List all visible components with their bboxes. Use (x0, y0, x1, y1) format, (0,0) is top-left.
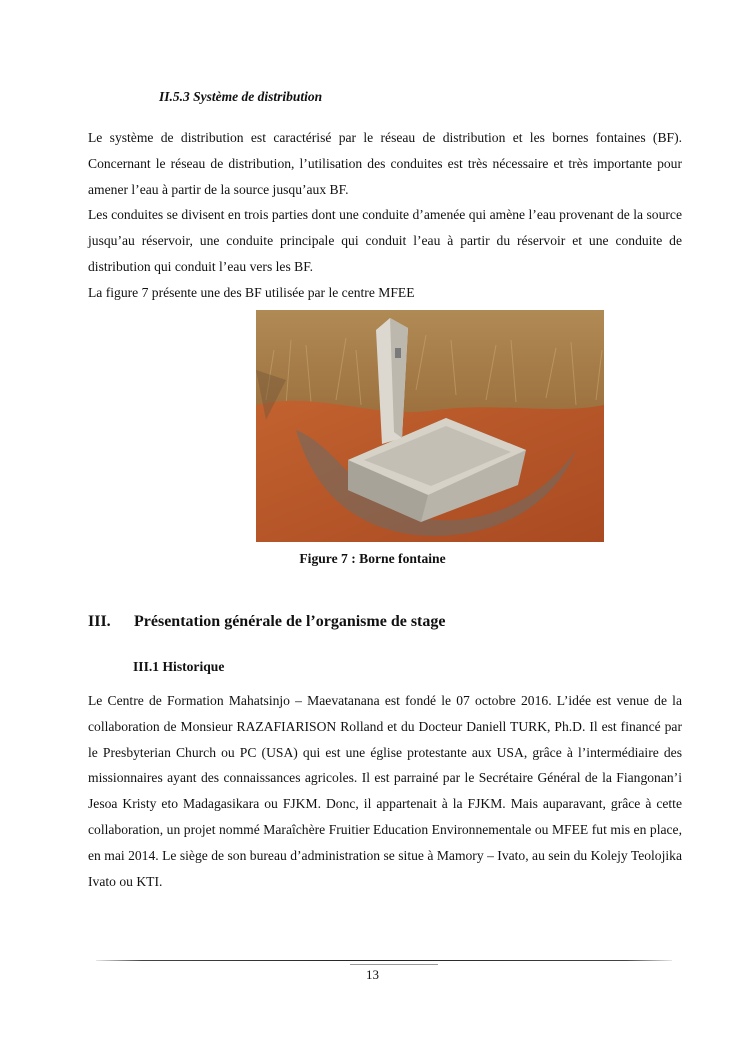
subsection-body (88, 688, 682, 894)
subsection-heading: III.1 Historique (133, 659, 225, 674)
paragraph: Le Centre de Formation Mahatsinjo – Maevatanana est fondé le 07 octobre 2016. L’idée est venue de la collaboration de Monsieur RAZAFIARISON Rolland et du Docteur Daniell TURK, Ph.D. Il est financé par le Presbyterian Church ou PC (USA) qui est une église protestante aux USA, grâce à l’intermédiaire des missionnaires ayant des connaissances agricoles. Il est parrainé par le Secrétaire Général de la Fiangonan’i Jesoa Kristy eto Madagasikara ou FJKM. Donc, il appartenait à la FJKM. Mais auparavant, grâce à cette collaboration, un projet nommé Maraîchère Fruitier Education Environnementale ou MFEE fut mis en place, en mai 2014. Le siège de son bureau d’administration se situe à Mamory – Ivato, au sein du Kolejy Teolojika Ivato ou KTI. (88, 693, 682, 889)
borne-fontaine-photo (256, 310, 604, 542)
paragraph: Le système de distribution est caractérisé par le réseau de distribution et les bornes fontaines (BF). Concernant le réseau de distribution, l’utilisation des conduites est très nécessaire et très importante pour amener l’eau à partir de la source jusqu’aux BF. (88, 130, 682, 197)
chapter-title: Présentation générale de l’organisme de stage (134, 613, 446, 630)
page-number: 13 (366, 967, 379, 982)
paragraph: La figure 7 présente une des BF utilisée par le centre MFEE (88, 284, 415, 300)
figure-caption: Figure 7 : Borne fontaine (299, 551, 446, 566)
paragraph: Les conduites se divisent en trois parties dont une conduite d’amenée qui amène l’eau provenant de la source jusqu’au réservoir, une conduite principale qui conduit l’eau à partir du réservoir et une conduite de distribution qui conduit l’eau vers les BF. (88, 207, 682, 274)
footer-divider-short (350, 964, 438, 965)
section-heading: II.5.3 Système de distribution (159, 89, 323, 104)
footer-divider (96, 960, 672, 961)
chapter-number: III. (88, 613, 111, 630)
section-body (88, 125, 682, 306)
chapter-heading (88, 613, 445, 631)
